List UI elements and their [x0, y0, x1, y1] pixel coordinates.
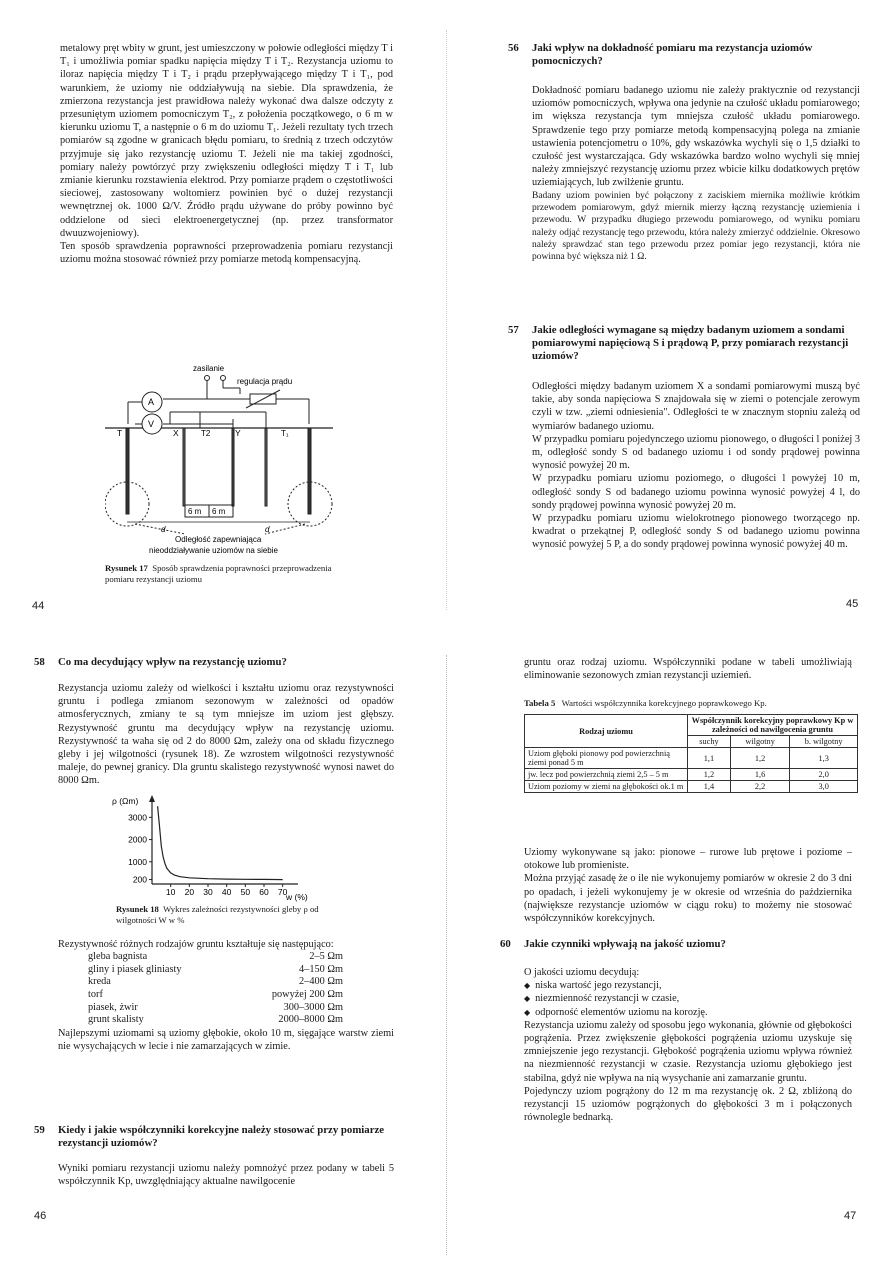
label-ammeter: A — [148, 397, 155, 407]
q59-paragraph: Wyniki pomiaru rezystancji uziomu należy pomnożyć przez podany w tabeli 5 współczynnik Kp, uwzględniający aktualne nawilgocenie — [58, 1163, 394, 1188]
table5-cell-type: Uziom poziomy w ziemi na głębokości ok.1 m — [525, 781, 688, 793]
label-supply: zasilanie — [193, 364, 225, 373]
soil-value: 2–400 Ωm — [299, 976, 343, 988]
q58-paragraph: Rezystancja uziomu zależy od wielkości i kształtu uziomu oraz rezystywności gruntu i podlega zmianom sezonowym w zależności od opadów atmosferycznych, zmiany te są tym mniejsze im uziom jest głębszy. Rezystywność gruntu ma decydujący wpływ na rezystancję uziomu. Rezystywność ta waha się od 2 do 8000 Ωm, zależy ona od składu fizycznego gleby i jej wilgotności (rysunek 18). Ze wzrostem wilgotności rezystywność maleje, do pewnej granicy. Dla gruntu skalistego rezystywność wynosi nawet do 8000 Ωm. — [58, 683, 394, 787]
page47-continuation — [524, 656, 852, 682]
soil-value: 4–150 Ωm — [299, 963, 343, 975]
figure18-caption — [116, 904, 326, 926]
label-regulation: regulacja prądu — [237, 377, 293, 386]
y-axis-arrow — [149, 795, 155, 802]
table5-header-type: Rodzaj uziomu — [525, 715, 688, 748]
table5-cell: 1,3 — [790, 748, 858, 769]
table5-cell-type: Uziom głęboki pionowy pod powierzchnią ziemi ponad 5 m — [525, 748, 688, 769]
figure18-chart — [110, 792, 325, 902]
soil-row — [58, 951, 394, 964]
table5-cell: 1,1 — [688, 748, 731, 769]
table5-cell: 3,0 — [790, 781, 858, 793]
q57-number: 57 — [508, 324, 519, 336]
table5-cell: 1,4 — [688, 781, 731, 793]
q56-title: Jaki wpływ na dokładność pomiaru ma rezystancja uziomów pomocniczych? — [532, 42, 813, 67]
table5-subheader: wilgotny — [730, 736, 789, 748]
table5-subheader: suchy — [688, 736, 731, 748]
y-axis-label: ρ (Ωm) — [112, 796, 139, 806]
soil-section — [58, 938, 394, 1053]
q58-title: Co ma decydujący wpływ na rezystancję uziomu? — [58, 656, 287, 668]
q57-paragraph-4: W przypadku pomiaru uziomu wielokrotnego pionowego tworzącego np. kwadrat o przekątnej P, odległość sondy S od badanego uziomu powinna wynosić powyżej 5 P, a do sondy prądowej powinna wynosić powyżej 40 m. — [532, 513, 860, 551]
page44-text — [60, 42, 393, 266]
soil-row — [58, 964, 394, 977]
continuation-paragraph: gruntu oraz rodzaj uziomu. Współczynniki podane w tabeli umożliwiają eliminowanie sezonowych zmian rezystancji uziemień. — [524, 657, 852, 682]
q60-heading — [500, 938, 852, 951]
q56-body — [532, 84, 860, 263]
label-distance-2: nieoddziaływanie uziomów na siebie — [149, 546, 278, 555]
after-table-text — [524, 846, 852, 925]
soil-name: torf — [88, 988, 103, 1000]
x-tick-label: 70 — [277, 887, 288, 897]
q57-paragraph-1: Odległości między badanym uziomem X a sondami pomiarowymi muszą być takie, aby sonda napięciowa S znajdowała się w ziemi o potencjale zerowym czyli w tzw. „ziemi odniesienia". Odległości te w znacznym stopniu zależą od wymiarów badanego uziomu. — [532, 381, 860, 432]
q56-heading — [508, 42, 860, 68]
q59-heading — [34, 1124, 394, 1150]
table5-cell-type: jw. lecz pod powierzchnią ziemi 2,5 – 5 m — [525, 769, 688, 781]
soil-value: 2000–8000 Ωm — [278, 1014, 343, 1026]
soil-table — [58, 951, 394, 1027]
soil-row — [58, 1002, 394, 1015]
table5-caption — [524, 698, 864, 709]
table5-subheader: b. wilgotny — [790, 736, 858, 748]
y-tick-label: 200 — [132, 874, 147, 885]
y-tick-label: 3000 — [128, 812, 147, 823]
table5-cell: 1,2 — [688, 769, 731, 781]
resistivity-intro: Rezystywność różnych rodzajów gruntu kształtuje się następująco: — [58, 939, 334, 950]
label-d-right: d — [265, 525, 270, 534]
soil-row — [58, 989, 394, 1002]
soil-name: piasek, żwir — [88, 1001, 138, 1013]
q60-title: Jakie czynniki wpływają na jakość uziomu? — [524, 938, 726, 950]
label-d-left: d — [161, 525, 166, 534]
soil-value: 300–3000 Ωm — [283, 1001, 343, 1013]
figure17-caption — [105, 563, 355, 585]
q60-paragraph-1: Rezystancja uziomu zależy od sposobu jego wykonania, głównie od głębokości pogrążenia. Przez zwiększenie głębokości pogrążenia uziomu uzyskuje się zmniejszenie jego rezystancji. Głębokość pogrążenia uziomu wpływa również na niezmienność rezystancji w czasie. Rezystancja uziomu głębokiego jest stabilna, gdyż nie wpływa na nią wysychanie ani zamarzanie gruntu. — [524, 1019, 852, 1084]
y-tick-label: 2000 — [128, 834, 147, 845]
series-line — [158, 806, 283, 879]
soil-name: grunt skalisty — [88, 1014, 144, 1026]
q60-number: 60 — [500, 938, 511, 950]
table5-cell: 1,6 — [730, 769, 789, 781]
q57-body — [532, 380, 860, 552]
label-X: X — [173, 428, 179, 438]
table-row — [525, 769, 858, 781]
table5 — [524, 714, 858, 793]
figure17-caption-number: Rysunek 17 — [105, 563, 148, 573]
soil-row — [58, 1014, 394, 1027]
q57-heading — [508, 324, 860, 363]
figure18-caption-text: Wykres zależności rezystywności gleby ρ od wilgotności W w % — [116, 904, 319, 925]
label-T2: T2 — [201, 429, 211, 438]
after-soil-paragraph: Najlepszymi uziomami są uziomy głębokie, około 10 m, sięgające warstw ziemi nie wysychających w lecie i nie zamarzających w zimie. — [58, 1027, 394, 1052]
soil-name: gliny i piasek gliniasty — [88, 963, 182, 975]
q60-intro: O jakości uziomu decydują: — [524, 967, 640, 978]
page44-paragraph-2: Ten sposób sprawdzenia poprawności przeprowadzenia pomiaru rezystancji uziomu można stosować również przy pomiarze metodą kompensacyjną. — [60, 241, 393, 266]
figure18-caption-number: Rysunek 18 — [116, 904, 159, 914]
after-table-paragraph-1: Uziomy wykonywane są jako: pionowe – rurowe lub prętowe i poziome – otokowe lub promieniste. — [524, 847, 852, 872]
label-T1: T₁ — [281, 429, 289, 438]
soil-row — [58, 976, 394, 989]
table-row — [525, 748, 858, 769]
x-tick-label: 10 — [165, 887, 176, 897]
table-row — [525, 781, 858, 793]
after-table-paragraph-2: Można przyjąć zasadę że o ile nie wykonujemy pomiarów w okresie 2 do 3 dni po opadach, i jeżeli wykonujemy je w okresie od września do października (największe rezystancje uziomów w ciągu roku) to możemy nie stosować współczynników korekcyjnych. — [524, 873, 852, 925]
q58-number: 58 — [34, 656, 45, 668]
q56-paragraph-2: Badany uziom powinien być połączony z zaciskiem miernika możliwie krótkim przewodem pomiarowym, gdyż miernik mierzy łączną rezystancję uziemienia i przewodu. W przypadku długiego przewodu pomiarowego, od wyniku pomiaru należy odjąć rezystancję tego przewodu, która należy zmierzyć oddzielnie. Okresowo należy sprawdzać stan tego przewodu przez pomiar jego rezystancji, która nie powinna być większa niż 1 Ω. — [532, 190, 860, 263]
x-tick-label: 60 — [259, 887, 269, 897]
x-axis-label: w (%) — [286, 892, 308, 902]
list-item: ◆ odporność elementów uziomu na korozję. — [524, 1006, 852, 1019]
page-number-44: 44 — [32, 600, 45, 612]
figure17-caption-text: Sposób sprawdzenia poprawności przeprowadzenia pomiaru rezystancji uziomu — [105, 563, 332, 584]
q57-title: Jakie odległości wymagane są między badanym uziomem a sondami pomiarowymi napięciową S i prądową P, przy pomiarach rezystancji uziomów? — [532, 324, 849, 362]
figure17-diagram — [105, 364, 355, 568]
page-number-45: 45 — [846, 598, 859, 610]
soil-value: powyżej 200 Ωm — [271, 988, 343, 1000]
q57-paragraph-2: W przypadku pomiaru pojedynczego uziomu pionowego, o długości l poniżej 3 m, odległość sondy S od badanego uziomu i od sondy prądowej powinna wynosić powyżej 20 m. — [532, 433, 860, 472]
page-45 — [446, 0, 893, 630]
table5-cell: 1,2 — [730, 748, 789, 769]
q60-paragraph-2: Pojedynczy uziom pogrążony do 12 m ma rezystancję ok. 2 Ω, zbliżoną do rezystancji 15 uziomów pogrążonych do głębokości 3 m i połączonych równolegle bednarką. — [524, 1085, 852, 1124]
list-item: ◆ niezmienność rezystancji w czasie, — [524, 992, 852, 1005]
page-number-46: 46 — [34, 1210, 47, 1222]
q59-title: Kiedy i jakie współczynniki korekcyjne należy stosować przy pomiarze rezystancji uziomów? — [58, 1124, 385, 1149]
page-44 — [0, 0, 446, 630]
q59-body — [58, 1162, 394, 1188]
page44-paragraph-1: metalowy pręt wbity w grunt, jest umieszczony w połowie odległości między T i T₁ i umożliwia pomiar spadku napięcia między T i T₂. Rezystancja uziomu to iloraz napięcia między T i T₂ i prądu przepływającego między T i T₁, pod warunkiem, że uziomy nie oddziaływują na siebie. Dla sprawdzenia, że zmierzona rezystancja jest prawidłowa należy wykonać dwa dalsze odczyty z przesuniętym uziomem pomocniczym T₂, z położenia początkowego, o 6 m w kierunku uziomu T, a następnie o 6 m do uziomu T₁. Jeżeli rezultaty tych trzech pomiarów są zgodne w granicach błędu pomiaru, to średnią z trzech odczytów przyjmuje się jako rezystancję uziomu T. Jeżeli nie ma takiej zgodności, pomiary należy powtórzyć przy zwiększeniu odległości między T i T₁ lub zmianie kierunku rozstawienia elektrod. Przy pomiarze prądem o częstotliwości sieciowej, zastosowany woltomierz powinien być o dużej rezystancji wewnętrznej ok. 1000 Ω/V. Źródło prądu używane do próby powinno być oddzielone od sieci elektroenergetycznej (np. przez transformator dwuuzwojeniowy). — [60, 43, 393, 239]
soil-name: kreda — [88, 976, 111, 988]
x-tick-label: 50 — [240, 887, 251, 897]
table5-cell: 2,0 — [790, 769, 858, 781]
page-46 — [0, 632, 446, 1263]
table5-caption-number: Tabela 5 — [524, 698, 556, 708]
soil-name: gleba bagnista — [88, 951, 148, 963]
table5-cell: 2,2 — [730, 781, 789, 793]
page-number-47: 47 — [844, 1210, 857, 1222]
q58-heading — [34, 656, 394, 669]
label-Y: Y — [235, 428, 241, 438]
soil-value: 2–5 Ωm — [309, 951, 343, 963]
list-item: ◆ niska wartość jego rezystancji, — [524, 979, 852, 992]
table5-header-coef: Współczynnik korekcyjny poprawkowy Kp w zależności od nawilgocenia gruntu — [688, 715, 858, 736]
q59-number: 59 — [34, 1124, 45, 1136]
q57-paragraph-3: W przypadku pomiaru uziomu poziomego, o długości l powyżej 10 m, odległość sondy S od badanego uziomu powinna wynosić powyżej 4 l, do sondy prądowej powinna wynosić powyżej 20 m. — [532, 473, 860, 511]
x-tick-label: 30 — [203, 887, 213, 897]
label-T: T — [117, 428, 123, 438]
q56-paragraph-1: Dokładność pomiaru badanego uziomu nie zależy praktycznie od rezystancji uziomów pomocniczych, wpływa ona jedynie na czułość układu pomiarowego; im większa rezystancja tym mniejsza czułość układu pomiarowego. Sprawdzenie tego przy pomiarze metodą kompensacyjną polega na zmianie ustawienia potencjometru o 10%, gdy wskazówka wychyli się o 1,5 działki to czułość jest wystarczająca. Gdy wskazówka bardzo wolno wychyli się mniej należy zmniejszyć rezystancję uziomu przez wbicie kilku dodatkowych prętów uziemiających, lub zwilżenie gruntu. — [532, 85, 860, 189]
q56-number: 56 — [508, 42, 519, 54]
label-distance-1: Odległość zapewniająca — [175, 535, 262, 544]
page-47 — [446, 632, 893, 1263]
label-voltmeter: V — [148, 419, 155, 429]
x-tick-label: 20 — [184, 887, 195, 897]
table5-caption-text: Wartości współczynnika korekcyjnego poprawkowego Kp. — [561, 698, 767, 708]
label-6m-left: 6 m — [188, 507, 202, 516]
x-tick-label: 40 — [221, 887, 232, 897]
label-6m-right: 6 m — [212, 507, 226, 516]
y-tick-label: 1000 — [128, 856, 147, 867]
q60-body — [524, 966, 852, 1124]
q58-body — [58, 682, 394, 788]
